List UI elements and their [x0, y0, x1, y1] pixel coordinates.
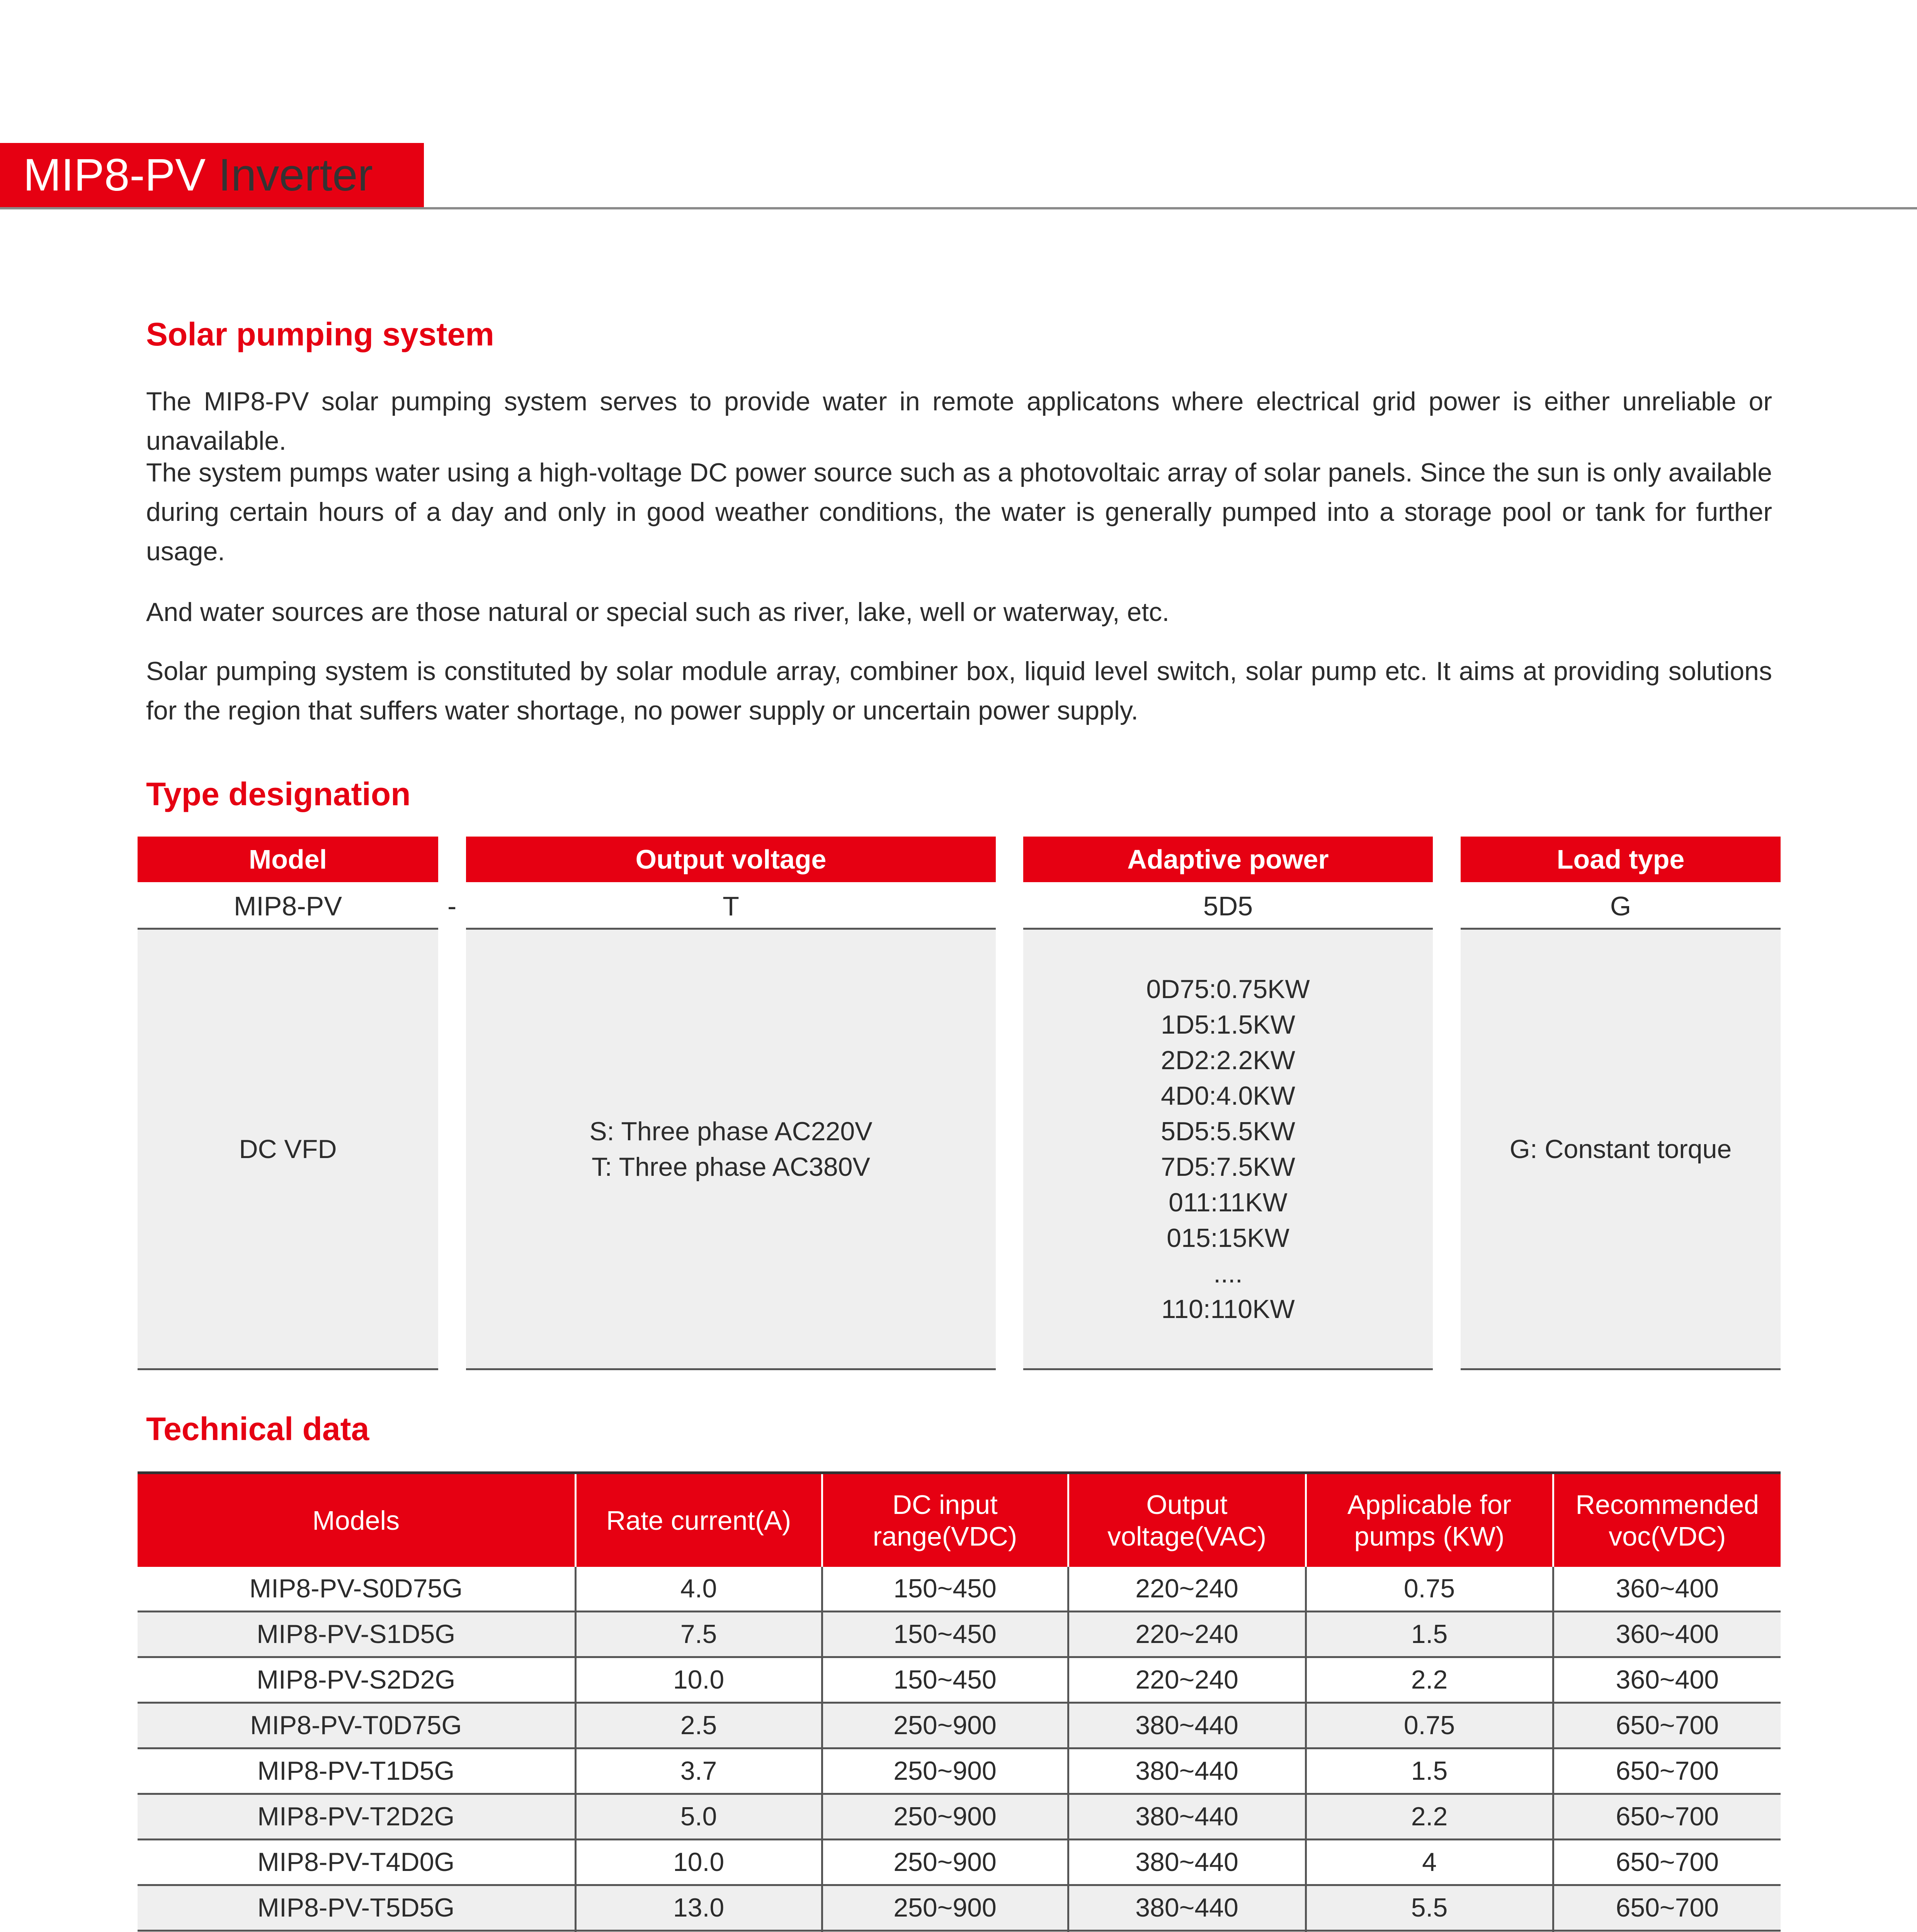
cell-pump-power: 2.2 — [1306, 1657, 1553, 1703]
td-desc-line: S: Three phase AC220V — [589, 1116, 873, 1146]
cell-pump-power: 5.5 — [1306, 1885, 1553, 1931]
td-desc-line: 1D5:1.5KW — [1161, 1010, 1295, 1039]
td-header-model: Model — [138, 837, 438, 882]
td-rule — [466, 1368, 996, 1370]
title-rest: Inverter — [218, 150, 373, 201]
cell-model: MIP8-PV-T4D0G — [138, 1840, 575, 1885]
title-brand: MIP8-PV — [23, 150, 206, 201]
td-body-load-type — [1461, 930, 1781, 1368]
td-desc-line: 4D0:4.0KW — [1161, 1081, 1295, 1111]
cell-model: MIP8-PV-S1D5G — [138, 1612, 575, 1657]
cell-model: MIP8-PV-T2D2G — [138, 1794, 575, 1840]
cell-output-voltage: 380~440 — [1068, 1885, 1306, 1931]
cell-voc: 360~400 — [1553, 1612, 1781, 1657]
td-code-model: MIP8-PV — [233, 891, 342, 921]
technical-data-heading: Technical data — [146, 1411, 369, 1447]
td-desc-line: G: Constant torque — [1509, 1134, 1732, 1164]
td-desc-line: DC VFD — [239, 1134, 337, 1164]
technical-data-table — [138, 1471, 1781, 1932]
table-row — [138, 1748, 1781, 1794]
cell-dc-input: 250~900 — [822, 1748, 1068, 1794]
cell-rate-current: 2.5 — [575, 1703, 822, 1748]
table-header-row — [138, 1473, 1781, 1567]
cell-pump-power: 1.5 — [1306, 1612, 1553, 1657]
cell-output-voltage: 220~240 — [1068, 1657, 1306, 1703]
cell-dc-input: 250~900 — [822, 1885, 1068, 1931]
cell-voc: 650~700 — [1553, 1748, 1781, 1794]
table-row — [138, 1931, 1781, 1932]
td-desc-line: 110:110KW — [1161, 1294, 1295, 1324]
intro-paragraph-4: Solar pumping system is constituted by solar module array, combiner box, liquid level switch, solar pump etc. It aims at providing solutions for the region that suffers water shortage, no power supply or uncertain power supply. — [146, 656, 1772, 725]
td-rule — [1461, 1368, 1781, 1370]
cell-pump-power: 0.75 — [1306, 1567, 1553, 1612]
cell-pump-power: 0.75 — [1306, 1703, 1553, 1748]
cell-voc: 650~700 — [1553, 1794, 1781, 1840]
type-designation-heading: Type designation — [146, 776, 411, 812]
td-desc-line: 0D75:0.75KW — [1146, 974, 1310, 1004]
cell-voc: 650~700 — [1553, 1703, 1781, 1748]
td-header-adaptive-power: Adaptive power — [1023, 837, 1433, 882]
cell-model: MIP8-PV-S0D75G — [138, 1567, 575, 1612]
col-header-output-voltage: Output voltage(VAC) — [1068, 1473, 1306, 1567]
td-separator: - — [447, 891, 457, 921]
cell-output-voltage: 380~440 — [1068, 1748, 1306, 1794]
cell-model — [138, 1931, 575, 1932]
table-row — [138, 1567, 1781, 1612]
td-rule — [1023, 1368, 1433, 1370]
cell-voc: 360~400 — [1553, 1657, 1781, 1703]
cell-rate-current — [575, 1931, 822, 1932]
td-desc-line: 011:11KW — [1169, 1187, 1288, 1217]
td-code-output-voltage: T — [723, 891, 739, 921]
cell-rate-current: 10.0 — [575, 1840, 822, 1885]
cell-voc — [1553, 1931, 1781, 1932]
cell-model: MIP8-PV-T1D5G — [138, 1748, 575, 1794]
col-header-dc-input: DC input range(VDC) — [822, 1473, 1068, 1567]
cell-dc-input: 250~900 — [822, 1794, 1068, 1840]
td-desc-line: 5D5:5.5KW — [1161, 1116, 1295, 1146]
table-row — [138, 1612, 1781, 1657]
cell-pump-power — [1306, 1931, 1553, 1932]
cell-dc-input — [822, 1931, 1068, 1932]
cell-pump-power: 1.5 — [1306, 1748, 1553, 1794]
cell-dc-input: 250~900 — [822, 1703, 1068, 1748]
cell-dc-input: 250~900 — [822, 1840, 1068, 1885]
td-desc-line: .... — [1213, 1259, 1243, 1288]
cell-model: MIP8-PV-T0D75G — [138, 1703, 575, 1748]
cell-output-voltage — [1068, 1931, 1306, 1932]
td-desc-line: 015:15KW — [1167, 1223, 1289, 1253]
cell-model: MIP8-PV-S2D2G — [138, 1657, 575, 1703]
td-header-output-voltage: Output voltage — [466, 837, 996, 882]
cell-dc-input: 150~450 — [822, 1567, 1068, 1612]
cell-rate-current: 5.0 — [575, 1794, 822, 1840]
cell-rate-current: 4.0 — [575, 1567, 822, 1612]
td-desc-line: 2D2:2.2KW — [1161, 1045, 1295, 1075]
cell-rate-current: 13.0 — [575, 1885, 822, 1931]
td-header-load-type: Load type — [1461, 837, 1781, 882]
cell-output-voltage: 380~440 — [1068, 1703, 1306, 1748]
cell-dc-input: 150~450 — [822, 1657, 1068, 1703]
cell-output-voltage: 380~440 — [1068, 1840, 1306, 1885]
td-code-adaptive-power: 5D5 — [1203, 891, 1253, 921]
cell-output-voltage: 220~240 — [1068, 1612, 1306, 1657]
col-header-applicable-pumps: Applicable for pumps (KW) — [1306, 1473, 1553, 1567]
col-header-recommended-voc: Recommended voc(VDC) — [1553, 1473, 1781, 1567]
page-title — [23, 146, 373, 204]
cell-rate-current: 7.5 — [575, 1612, 822, 1657]
td-body-adaptive-power — [1023, 930, 1433, 1368]
solar-pumping-heading: Solar pumping system — [146, 316, 494, 352]
table-row — [138, 1657, 1781, 1703]
table-row — [138, 1703, 1781, 1748]
cell-pump-power: 4 — [1306, 1840, 1553, 1885]
cell-voc: 650~700 — [1553, 1840, 1781, 1885]
cell-pump-power: 2.2 — [1306, 1794, 1553, 1840]
cell-model: MIP8-PV-T5D5G — [138, 1885, 575, 1931]
intro-paragraph-3: And water sources are those natural or special such as river, lake, well or waterway, etc. — [146, 597, 1170, 627]
table-row — [138, 1885, 1781, 1931]
col-header-rate-current: Rate current(A) — [575, 1473, 822, 1567]
cell-voc: 360~400 — [1553, 1567, 1781, 1612]
td-body-output-voltage — [466, 930, 996, 1368]
td-desc-line: T: Three phase AC380V — [592, 1152, 870, 1182]
td-desc-line: 7D5:7.5KW — [1161, 1152, 1295, 1182]
td-rule — [138, 1368, 438, 1370]
cell-voc: 650~700 — [1553, 1885, 1781, 1931]
cell-output-voltage: 380~440 — [1068, 1794, 1306, 1840]
intro-paragraph-1: The MIP8-PV solar pumping system serves to provide water in remote applicatons where electrical grid power is either unreliable or unavailable. — [146, 387, 1772, 456]
intro-paragraph-2: The system pumps water using a high-voltage DC power source such as a photovoltaic array of solar panels. Since the sun is only available during certain hours of a day and only in good weather conditions, the water is generally pumped into a storage pool or tank for further usage. — [146, 458, 1772, 566]
header-rule — [0, 207, 1917, 209]
col-header-models: Models — [138, 1473, 575, 1567]
cell-dc-input: 150~450 — [822, 1612, 1068, 1657]
cell-rate-current: 3.7 — [575, 1748, 822, 1794]
cell-rate-current: 10.0 — [575, 1657, 822, 1703]
td-body-model — [138, 930, 438, 1368]
td-code-load-type: G — [1610, 891, 1631, 921]
table-row — [138, 1840, 1781, 1885]
cell-output-voltage: 220~240 — [1068, 1567, 1306, 1612]
table-row — [138, 1794, 1781, 1840]
